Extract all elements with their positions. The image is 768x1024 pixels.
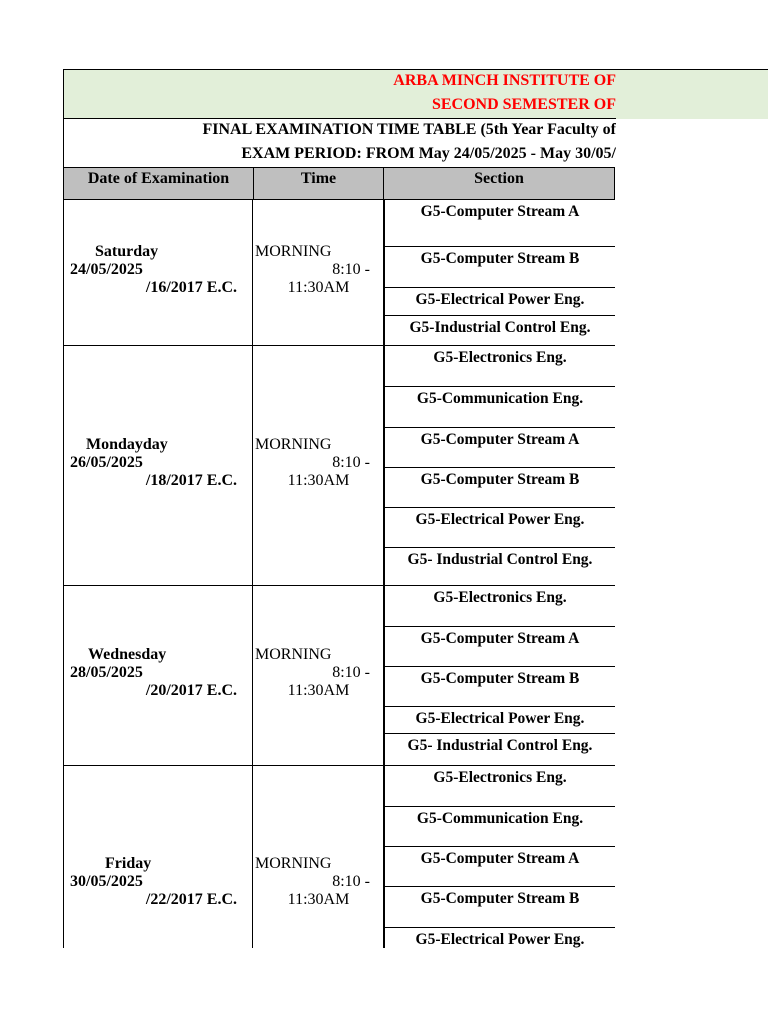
date-cell xyxy=(63,200,253,346)
section-cell: G5-Electrical Power Eng. xyxy=(384,508,615,548)
gregorian-date: 26/05/2025 xyxy=(70,454,143,471)
section-cell: G5-Electronics Eng. xyxy=(384,766,615,807)
section-cell: G5-Computer Stream A xyxy=(384,847,615,887)
ethiopian-date: /16/2017 E.C. xyxy=(145,279,237,296)
date-cell xyxy=(63,766,253,948)
institute-title: ARBA MINCH INSTITUTE OF xyxy=(393,72,616,89)
section-cell: G5-Computer Stream B xyxy=(384,667,615,707)
date-cell xyxy=(63,586,253,766)
time-end: 11:30AM xyxy=(287,682,350,699)
time-period: MORNING xyxy=(255,243,332,260)
section-cell: G5-Computer Stream B xyxy=(384,468,615,508)
section-cell: G5-Electronics Eng. xyxy=(384,586,615,627)
time-end: 11:30AM xyxy=(287,891,350,908)
column-header-time: Time xyxy=(253,167,384,200)
section-column xyxy=(384,766,615,948)
section-cell: G5-Industrial Control Eng. xyxy=(384,316,615,346)
day-row-friday xyxy=(63,766,615,948)
section-cell: G5-Electrical Power Eng. xyxy=(384,707,615,734)
gregorian-date: 30/05/2025 xyxy=(70,873,143,890)
time-period: MORNING xyxy=(255,436,332,453)
section-cell: G5-Electronics Eng. xyxy=(384,346,615,387)
section-cell: G5-Communication Eng. xyxy=(384,387,615,428)
section-cell: G5- Industrial Control Eng. xyxy=(384,548,615,586)
section-cell: G5-Electrical Power Eng. xyxy=(384,928,615,948)
section-cell: G5-Computer Stream A xyxy=(384,627,615,667)
section-cell: G5-Computer Stream B xyxy=(384,247,615,288)
column-header-section: Section xyxy=(383,167,615,200)
time-cell xyxy=(253,346,384,586)
time-start: 8:10 - xyxy=(332,454,370,471)
time-cell xyxy=(253,200,384,346)
ethiopian-date: /18/2017 E.C. xyxy=(145,472,237,489)
time-period: MORNING xyxy=(255,855,332,872)
gregorian-date: 28/05/2025 xyxy=(70,664,143,681)
ethiopian-date: /22/2017 E.C. xyxy=(145,891,237,908)
time-cell xyxy=(253,766,384,948)
column-header-date: Date of Examination xyxy=(63,167,254,200)
section-cell: G5-Electrical Power Eng. xyxy=(384,288,615,316)
time-cell xyxy=(253,586,384,766)
time-start: 8:10 - xyxy=(332,873,370,890)
time-start: 8:10 - xyxy=(332,261,370,278)
ethiopian-date: /20/2017 E.C. xyxy=(145,682,237,699)
day-row-saturday xyxy=(63,200,615,346)
day-name: Mondayday xyxy=(86,436,168,453)
section-cell: G5-Communication Eng. xyxy=(384,807,615,847)
section-cell: G5-Computer Stream B xyxy=(384,887,615,928)
day-name: Saturday xyxy=(95,243,159,260)
exam-title: FINAL EXAMINATION TIME TABLE (5th Year Faculty of xyxy=(202,121,616,138)
section-cell: G5-Computer Stream A xyxy=(384,428,615,468)
time-end: 11:30AM xyxy=(287,472,350,489)
gregorian-date: 24/05/2025 xyxy=(70,261,143,278)
time-period: MORNING xyxy=(255,646,332,663)
day-name: Wednesday xyxy=(88,646,167,663)
day-row-monday xyxy=(63,346,615,586)
day-row-wednesday xyxy=(63,586,615,766)
day-name: Friday xyxy=(105,855,152,872)
semester-title: SECOND SEMESTER OF xyxy=(431,96,616,113)
section-cell: G5-Computer Stream A xyxy=(384,200,615,247)
date-cell xyxy=(63,346,253,586)
section-cell: G5- Industrial Control Eng. xyxy=(384,734,615,766)
time-start: 8:10 - xyxy=(332,664,370,681)
exam-period: EXAM PERIOD: FROM May 24/05/2025 - May 30/05/ xyxy=(241,145,616,162)
time-end: 11:30AM xyxy=(287,279,350,296)
